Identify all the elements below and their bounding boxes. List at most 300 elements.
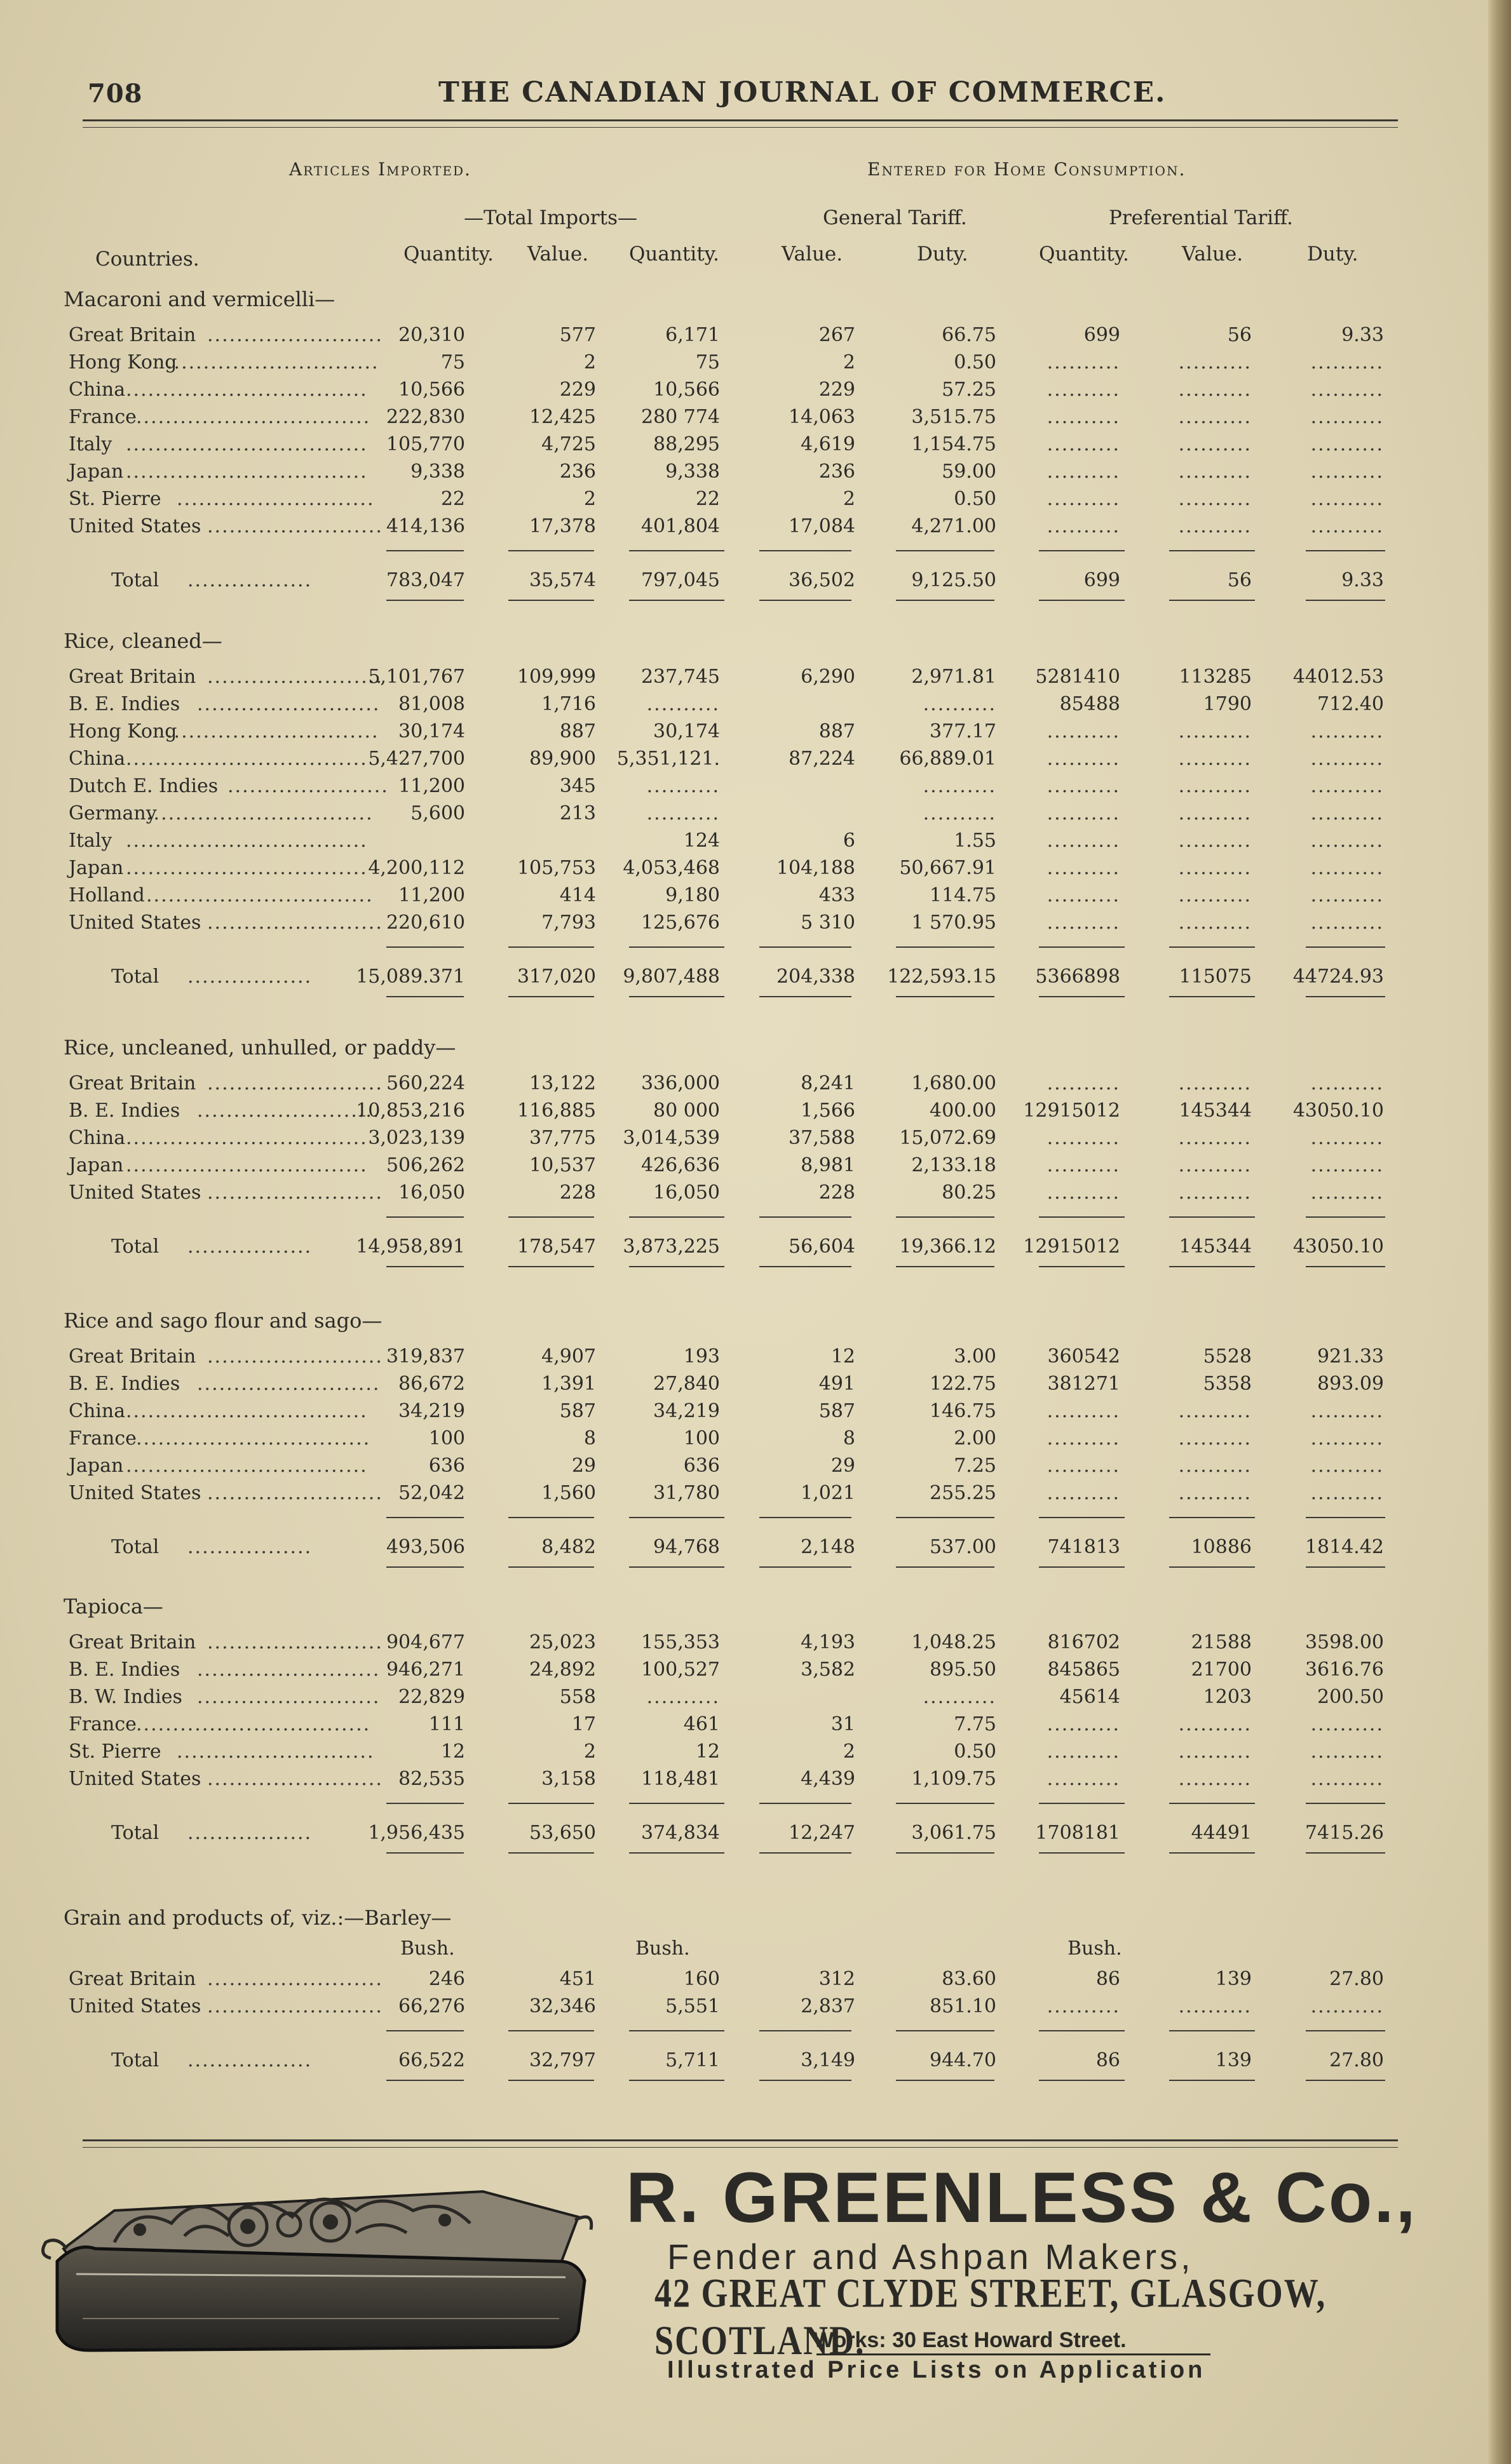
empty-cell-dots: .......... bbox=[1047, 1427, 1120, 1450]
table-row bbox=[0, 1768, 1511, 1794]
countries-heading: Countries. bbox=[95, 248, 200, 271]
total-rule bbox=[386, 1852, 464, 1854]
empty-cell-dots: .......... bbox=[1047, 1713, 1120, 1735]
table-row bbox=[0, 666, 1511, 692]
cell-pd: 712.40 bbox=[1317, 693, 1384, 715]
subtotal-rule bbox=[1169, 550, 1255, 551]
empty-cell-dots: .......... bbox=[923, 1686, 996, 1708]
empty-cell-dots: .......... bbox=[1310, 1455, 1384, 1477]
total-row bbox=[0, 966, 1511, 992]
unit-label: Bush. bbox=[1067, 1937, 1122, 1960]
cell-v: 1,716 bbox=[541, 693, 596, 715]
subtotal-rule bbox=[508, 550, 594, 551]
empty-cell-dots: .......... bbox=[1310, 1154, 1384, 1176]
empty-cell-dots: .......... bbox=[923, 693, 996, 715]
cell-pq: 85488 bbox=[1059, 693, 1120, 715]
total-label: Total bbox=[111, 1235, 159, 1258]
journal-title: THE CANADIAN JOURNAL OF COMMERCE. bbox=[438, 76, 1167, 109]
cell-pq: 845865 bbox=[1047, 1659, 1120, 1681]
cell-pd: 3616.76 bbox=[1304, 1659, 1384, 1681]
empty-cell-dots: .......... bbox=[1310, 488, 1384, 510]
country-name: France bbox=[69, 1427, 137, 1450]
country-name: Japan bbox=[69, 1154, 124, 1176]
leader-dots: ........................ bbox=[207, 1182, 383, 1204]
unit-label: Bush. bbox=[400, 1937, 455, 1960]
total-rule bbox=[1039, 1852, 1125, 1854]
cell-q: 52,042 bbox=[398, 1482, 465, 1504]
articles-imported-heading: Articles Imported. bbox=[289, 159, 471, 180]
total-rule bbox=[508, 2080, 594, 2081]
empty-cell-dots: .......... bbox=[1178, 1182, 1252, 1204]
empty-cell-dots: .......... bbox=[1178, 1427, 1252, 1450]
empty-cell-dots: .......... bbox=[1047, 1482, 1120, 1504]
cell-gv: 887 bbox=[818, 720, 855, 743]
total-gv: 36,502 bbox=[789, 569, 855, 591]
leader-dots: ................................. bbox=[126, 1127, 368, 1149]
leader-dots: ................................. bbox=[126, 461, 368, 483]
empty-cell-dots: .......... bbox=[1178, 1768, 1252, 1790]
cell-q: 30,174 bbox=[398, 720, 465, 743]
cell-pv: 56 bbox=[1227, 324, 1252, 346]
cell-hq: 9,180 bbox=[665, 884, 720, 906]
total-pq: 5366898 bbox=[1035, 966, 1120, 988]
country-name: Great Britain bbox=[69, 1345, 196, 1368]
cell-v: 558 bbox=[559, 1686, 596, 1708]
col-pref-duty-heading: Duty. bbox=[1307, 243, 1359, 266]
col-general-value-heading: Value. bbox=[782, 243, 843, 266]
total-rule bbox=[629, 1266, 724, 1267]
empty-cell-dots: .......... bbox=[646, 1686, 720, 1708]
ad-address: 42 GREAT CLYDE STREET, GLASGOW, SCOTLAND. bbox=[654, 2270, 1327, 2364]
subtotal-rule bbox=[508, 946, 594, 948]
header-rule-thin bbox=[83, 127, 1398, 128]
cell-gd: 7.75 bbox=[954, 1713, 996, 1735]
empty-cell-dots: .......... bbox=[1178, 1713, 1252, 1735]
table-row bbox=[0, 1995, 1511, 2022]
empty-cell-dots: .......... bbox=[1310, 379, 1384, 401]
cell-pd: 9.33 bbox=[1341, 324, 1384, 346]
subtotal-rule bbox=[386, 1216, 464, 1218]
empty-cell-dots: .......... bbox=[1310, 884, 1384, 906]
cell-v: 10,537 bbox=[529, 1154, 596, 1176]
subtotal-rule bbox=[896, 1517, 994, 1518]
cell-q: 81,008 bbox=[398, 693, 465, 715]
country-name: Great Britain bbox=[69, 1631, 196, 1653]
leader-dots: ................................ bbox=[136, 406, 371, 428]
cell-gv: 3,582 bbox=[801, 1659, 855, 1681]
country-name: Japan bbox=[69, 461, 124, 483]
total-gv: 2,148 bbox=[801, 1536, 855, 1558]
cell-q: 11,200 bbox=[398, 884, 465, 906]
cell-q: 414,136 bbox=[386, 515, 465, 537]
cell-gd: 1,048.25 bbox=[911, 1631, 996, 1653]
total-hq: 94,768 bbox=[653, 1536, 720, 1558]
subtotal-rule bbox=[1039, 1803, 1125, 1804]
leader-dots: ............................... bbox=[146, 884, 374, 906]
total-rule bbox=[759, 2080, 851, 2081]
total-hq: 3,873,225 bbox=[623, 1235, 720, 1258]
subtotal-rule bbox=[1306, 946, 1385, 948]
total-gv: 56,604 bbox=[789, 1235, 855, 1258]
cell-q: 246 bbox=[428, 1968, 465, 1990]
total-rule bbox=[508, 1266, 594, 1267]
leader-dots: ........................ bbox=[207, 1345, 383, 1368]
cell-hq: 88,295 bbox=[653, 433, 720, 455]
section-title: Rice and sago flour and sago— bbox=[64, 1309, 383, 1333]
empty-cell-dots: .......... bbox=[1310, 748, 1384, 770]
cell-hq: 3,014,539 bbox=[623, 1127, 720, 1149]
table-row bbox=[0, 1455, 1511, 1481]
subtotal-rule bbox=[896, 1216, 994, 1218]
cell-v: 587 bbox=[559, 1400, 596, 1422]
cell-q: 5,101,767 bbox=[368, 666, 465, 688]
cell-gd: 1,109.75 bbox=[911, 1768, 996, 1790]
cell-gd: 83.60 bbox=[942, 1968, 996, 1990]
table-row bbox=[0, 1659, 1511, 1685]
table-row bbox=[0, 515, 1511, 542]
country-name: St. Pierre bbox=[69, 488, 161, 510]
empty-cell-dots: .......... bbox=[923, 775, 996, 797]
cell-pq: 86 bbox=[1095, 1968, 1120, 1990]
total-label: Total bbox=[111, 569, 159, 591]
empty-cell-dots: .......... bbox=[1047, 1400, 1120, 1422]
table-row bbox=[0, 748, 1511, 774]
total-q: 15,089.371 bbox=[356, 966, 465, 988]
col-pref-value-heading: Value. bbox=[1182, 243, 1243, 266]
total-rule bbox=[1169, 1566, 1255, 1568]
cell-pq: 12915012 bbox=[1023, 1100, 1120, 1122]
cell-gd: 7.25 bbox=[954, 1455, 996, 1477]
country-name: St. Pierre bbox=[69, 1740, 161, 1763]
cell-v: 8 bbox=[583, 1427, 596, 1450]
empty-cell-dots: .......... bbox=[1310, 857, 1384, 879]
subtotal-rule bbox=[1306, 1803, 1385, 1804]
cell-q: 75 bbox=[440, 351, 465, 374]
cell-gv: 4,193 bbox=[801, 1631, 855, 1653]
total-q: 14,958,891 bbox=[356, 1235, 465, 1258]
cell-q: 222,830 bbox=[386, 406, 465, 428]
cell-gv: 2 bbox=[843, 488, 855, 510]
cell-gv: 6,290 bbox=[801, 666, 855, 688]
total-rule bbox=[759, 1852, 851, 1854]
col-quantity-heading: Quantity. bbox=[403, 243, 494, 266]
subtotal-rule bbox=[1039, 1216, 1125, 1218]
total-rule bbox=[629, 1566, 724, 1568]
country-name: Dutch E. Indies bbox=[69, 775, 219, 797]
country-name: United States bbox=[69, 1768, 201, 1790]
subtotal-rule bbox=[1169, 946, 1255, 948]
leader-dots: ......................... bbox=[197, 1100, 381, 1122]
cell-gv: 8,981 bbox=[801, 1154, 855, 1176]
empty-cell-dots: .......... bbox=[1310, 1182, 1384, 1204]
leader-dots: ................................. bbox=[126, 830, 368, 852]
cell-q: 105,770 bbox=[386, 433, 465, 455]
country-name: Hong Kong bbox=[69, 720, 177, 743]
cell-v: 887 bbox=[559, 720, 596, 743]
total-rule bbox=[896, 996, 994, 997]
empty-cell-dots: .......... bbox=[646, 693, 720, 715]
leader-dots: ........................ bbox=[207, 1768, 383, 1790]
cell-v: 13,122 bbox=[529, 1072, 596, 1094]
cell-gd: 2,971.81 bbox=[911, 666, 996, 688]
cell-q: 11,200 bbox=[398, 775, 465, 797]
cell-gv: 8 bbox=[843, 1427, 855, 1450]
cell-gv: 5 310 bbox=[801, 912, 855, 934]
country-name: United States bbox=[69, 912, 201, 934]
total-label: Total bbox=[111, 1822, 159, 1844]
leader-dots: ................. bbox=[187, 2049, 313, 2071]
empty-cell-dots: .......... bbox=[1310, 802, 1384, 825]
total-rule bbox=[629, 996, 724, 997]
country-name: Italy bbox=[69, 433, 112, 455]
total-pd: 9.33 bbox=[1341, 569, 1384, 591]
subtotal-rule bbox=[1306, 550, 1385, 551]
table-row bbox=[0, 1713, 1511, 1740]
empty-cell-dots: .......... bbox=[1047, 1154, 1120, 1176]
total-v: 8,482 bbox=[541, 1536, 596, 1558]
cell-v: 236 bbox=[559, 461, 596, 483]
country-name: Great Britain bbox=[69, 324, 196, 346]
cell-gv: 14,063 bbox=[789, 406, 855, 428]
cell-hq: 193 bbox=[683, 1345, 720, 1368]
section-title: Macaroni and vermicelli— bbox=[64, 287, 335, 311]
header-rule bbox=[83, 119, 1398, 121]
cell-q: 5,600 bbox=[410, 802, 465, 825]
total-rule bbox=[759, 600, 851, 601]
total-gd: 19,366.12 bbox=[899, 1235, 996, 1258]
country-name: France bbox=[69, 1713, 137, 1735]
empty-cell-dots: .......... bbox=[1178, 884, 1252, 906]
total-pq: 1708181 bbox=[1035, 1822, 1120, 1844]
cell-pd: 893.09 bbox=[1317, 1373, 1384, 1395]
empty-cell-dots: .......... bbox=[1178, 1455, 1252, 1477]
leader-dots: ........................ bbox=[207, 666, 383, 688]
total-rule bbox=[1039, 996, 1125, 997]
empty-cell-dots: .......... bbox=[1047, 1740, 1120, 1763]
cell-hq: 22 bbox=[695, 488, 720, 510]
subtotal-rule bbox=[629, 1216, 724, 1218]
total-hq: 9,807,488 bbox=[623, 966, 720, 988]
table-row bbox=[0, 433, 1511, 460]
cell-hq: 80 000 bbox=[653, 1100, 720, 1122]
empty-cell-dots: .......... bbox=[1310, 351, 1384, 374]
table-row bbox=[0, 461, 1511, 487]
empty-cell-dots: .......... bbox=[1178, 802, 1252, 825]
cell-gv: 37,588 bbox=[789, 1127, 855, 1149]
cell-gd: 0.50 bbox=[954, 351, 996, 374]
cell-v: 414 bbox=[559, 884, 596, 906]
empty-cell-dots: .......... bbox=[1178, 515, 1252, 537]
leader-dots: ............................... bbox=[146, 802, 374, 825]
cell-q: 22,829 bbox=[398, 1686, 465, 1708]
total-rule bbox=[629, 600, 724, 601]
cell-gd: 895.50 bbox=[930, 1659, 996, 1681]
cell-hq: 10,566 bbox=[653, 379, 720, 401]
cell-v: 213 bbox=[559, 802, 596, 825]
cell-gd: 0.50 bbox=[954, 488, 996, 510]
leader-dots: ......................... bbox=[197, 1373, 381, 1395]
cell-gv: 587 bbox=[818, 1400, 855, 1422]
unit-label: Bush. bbox=[635, 1937, 690, 1960]
country-name: Germany bbox=[69, 802, 157, 825]
total-rule bbox=[1169, 996, 1255, 997]
total-rule bbox=[1039, 600, 1125, 601]
section-title: Grain and products of, viz.:—Barley— bbox=[64, 1906, 452, 1930]
cell-hq: 34,219 bbox=[653, 1400, 720, 1422]
cell-hq: 401,804 bbox=[640, 515, 720, 537]
cell-v: 116,885 bbox=[517, 1100, 596, 1122]
leader-dots: ................................. bbox=[126, 1154, 368, 1176]
cell-gd: 3,515.75 bbox=[911, 406, 996, 428]
country-name: Great Britain bbox=[69, 1968, 196, 1990]
empty-cell-dots: .......... bbox=[1178, 1127, 1252, 1149]
cell-gd: 1,680.00 bbox=[911, 1072, 996, 1094]
ashpan-fender-illustration bbox=[38, 2166, 597, 2357]
empty-cell-dots: .......... bbox=[1310, 830, 1384, 852]
cell-v: 32,346 bbox=[529, 1995, 596, 2017]
total-pv: 10886 bbox=[1191, 1536, 1252, 1558]
cell-hq: 16,050 bbox=[653, 1182, 720, 1204]
cell-pv: 21588 bbox=[1191, 1631, 1252, 1653]
leader-dots: ........................ bbox=[207, 912, 383, 934]
subtotal-rule bbox=[629, 946, 724, 948]
total-row bbox=[0, 569, 1511, 596]
col-value-heading: Value. bbox=[527, 243, 589, 266]
empty-cell-dots: .......... bbox=[1178, 1154, 1252, 1176]
leader-dots: ................. bbox=[187, 1235, 313, 1258]
total-rule bbox=[1169, 2080, 1255, 2081]
country-name: United States bbox=[69, 1482, 201, 1504]
total-rule bbox=[1169, 1266, 1255, 1267]
leader-dots: ........................... bbox=[177, 488, 375, 510]
cell-gd: 80.25 bbox=[942, 1182, 996, 1204]
cell-gv: 1,566 bbox=[801, 1100, 855, 1122]
total-label: Total bbox=[111, 2049, 159, 2071]
cell-gd: 2,133.18 bbox=[911, 1154, 996, 1176]
empty-cell-dots: .......... bbox=[1310, 433, 1384, 455]
total-gd: 9,125.50 bbox=[911, 569, 996, 591]
cell-gd: 146.75 bbox=[930, 1400, 996, 1422]
empty-cell-dots: .......... bbox=[1047, 433, 1120, 455]
cell-q: 5,427,700 bbox=[368, 748, 465, 770]
total-rule bbox=[508, 996, 594, 997]
total-rule bbox=[759, 1266, 851, 1267]
empty-cell-dots: .......... bbox=[1178, 488, 1252, 510]
total-gd: 944.70 bbox=[930, 2049, 996, 2071]
total-rule bbox=[629, 1852, 724, 1854]
total-rule bbox=[1039, 1566, 1125, 1568]
total-pd: 27.80 bbox=[1329, 2049, 1384, 2071]
total-gv: 3,149 bbox=[801, 2049, 855, 2071]
subtotal-rule bbox=[759, 1803, 851, 1804]
subtotal-rule bbox=[629, 2030, 724, 2031]
subtotal-rule bbox=[386, 2030, 464, 2031]
total-rule bbox=[896, 2080, 994, 2081]
country-name: China bbox=[69, 379, 126, 401]
country-name: Italy bbox=[69, 830, 112, 852]
country-name: Great Britain bbox=[69, 1072, 196, 1094]
total-rule bbox=[1306, 1852, 1385, 1854]
subtotal-rule bbox=[1039, 550, 1125, 551]
total-pd: 7415.26 bbox=[1304, 1822, 1384, 1844]
empty-cell-dots: .......... bbox=[1047, 720, 1120, 743]
country-name: Holland bbox=[69, 884, 145, 906]
cell-hq: 30,174 bbox=[653, 720, 720, 743]
country-name: B. E. Indies bbox=[69, 1100, 180, 1122]
cell-v: 4,907 bbox=[541, 1345, 596, 1368]
cell-pq: 381271 bbox=[1047, 1373, 1120, 1395]
empty-cell-dots: .......... bbox=[1310, 461, 1384, 483]
subtotal-rule bbox=[1306, 1216, 1385, 1218]
total-rule bbox=[386, 1566, 464, 1568]
cell-q: 86,672 bbox=[398, 1373, 465, 1395]
leader-dots: ........................ bbox=[207, 324, 383, 346]
table-row bbox=[0, 488, 1511, 515]
total-pv: 139 bbox=[1215, 2049, 1252, 2071]
leader-dots: ........................ bbox=[207, 515, 383, 537]
cell-v: 4,725 bbox=[541, 433, 596, 455]
cell-gv: 1,021 bbox=[801, 1482, 855, 1504]
cell-v: 7,793 bbox=[541, 912, 596, 934]
empty-cell-dots: .......... bbox=[1047, 884, 1120, 906]
col-home-quantity-heading: Quantity. bbox=[629, 243, 719, 266]
cell-gd: 50,667.91 bbox=[899, 857, 996, 879]
empty-cell-dots: .......... bbox=[1047, 912, 1120, 934]
total-pd: 44724.93 bbox=[1292, 966, 1384, 988]
total-rule bbox=[1306, 1566, 1385, 1568]
table-row bbox=[0, 775, 1511, 802]
total-rule bbox=[629, 2080, 724, 2081]
table-row bbox=[0, 324, 1511, 351]
empty-cell-dots: .......... bbox=[1178, 720, 1252, 743]
table-row bbox=[0, 720, 1511, 747]
table-row bbox=[0, 1182, 1511, 1208]
empty-cell-dots: .......... bbox=[1178, 1400, 1252, 1422]
cell-q: 946,271 bbox=[386, 1659, 465, 1681]
cell-v: 17,378 bbox=[529, 515, 596, 537]
subtotal-rule bbox=[1169, 2030, 1255, 2031]
leader-dots: ................................ bbox=[136, 1713, 371, 1735]
cell-gv: 491 bbox=[818, 1373, 855, 1395]
empty-cell-dots: .......... bbox=[1178, 1072, 1252, 1094]
empty-cell-dots: .......... bbox=[1047, 488, 1120, 510]
leader-dots: ............................. bbox=[166, 351, 379, 374]
table-row bbox=[0, 693, 1511, 720]
cell-v: 109,999 bbox=[517, 666, 596, 688]
subtotal-rule bbox=[1039, 2030, 1125, 2031]
empty-cell-dots: .......... bbox=[1310, 515, 1384, 537]
total-hq: 797,045 bbox=[640, 569, 720, 591]
country-name: Japan bbox=[69, 1455, 124, 1477]
empty-cell-dots: .......... bbox=[1178, 433, 1252, 455]
cell-gv: 267 bbox=[818, 324, 855, 346]
country-name: Hong Kong bbox=[69, 351, 177, 374]
table-row bbox=[0, 406, 1511, 433]
cell-hq: 6,171 bbox=[665, 324, 720, 346]
country-name: China bbox=[69, 748, 126, 770]
cell-hq: 636 bbox=[683, 1455, 720, 1477]
country-name: China bbox=[69, 1400, 126, 1422]
cell-hq: 27,840 bbox=[653, 1373, 720, 1395]
cell-gd: 2.00 bbox=[954, 1427, 996, 1450]
cell-v: 17 bbox=[571, 1713, 596, 1735]
leader-dots: ...................... bbox=[227, 775, 389, 797]
cell-pd: 200.50 bbox=[1317, 1686, 1384, 1708]
cell-gd: 0.50 bbox=[954, 1740, 996, 1763]
cell-gv: 2 bbox=[843, 351, 855, 374]
empty-cell-dots: .......... bbox=[1310, 1713, 1384, 1735]
total-rule bbox=[896, 1266, 994, 1267]
